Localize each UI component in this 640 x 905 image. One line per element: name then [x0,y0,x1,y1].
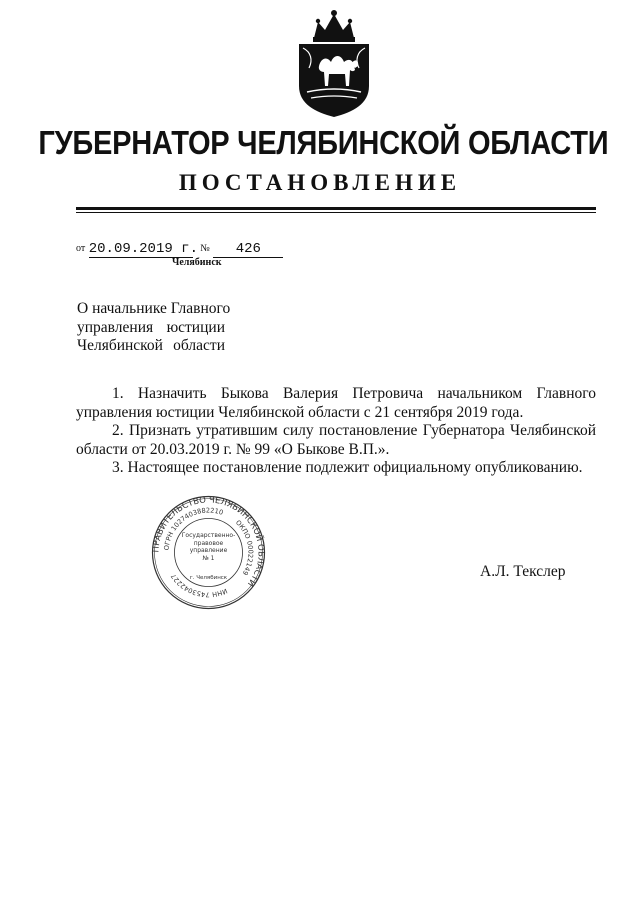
document-subject [77,300,231,356]
header-divider-thin [76,212,596,213]
seal-inner-text: Государственно-правовое управление [181,532,236,554]
seal-okpo: ОКПО 00022149 [233,518,255,577]
signatory-name: А.Л. Текслер [480,563,566,580]
subject-line: Челябинской области [77,337,225,354]
issue-city: Челябинск [172,257,222,268]
subject-line: О начальнике Главного [77,300,231,317]
document-date: 20.09.2019 г. [88,241,198,257]
body-paragraph: 2. Признать утратившим силу постановление Губернатора Челябинской области от 20.03.2019 г. № 99 «О Быкове В.П.». [76,422,596,458]
seal-inner-number: № 1 [202,554,215,562]
seal-inn: ИНН 7453042227 [169,572,229,599]
issuer-title: ГУБЕРНАТОР ЧЕЛЯБИНСКОЙ ОБЛАСТИ [38,124,609,161]
official-seal [151,495,266,610]
registration-line [76,241,283,258]
body-paragraph: 3. Настоящее постановление подлежит официальному опубликованию. [112,459,583,476]
document-type: ПОСТАНОВЛЕНИЕ [178,170,462,195]
document-number: 426 [213,242,283,258]
seal-ogrn: ОГРН 1027403882210 [162,506,225,551]
seal-city: г. Челябинск [189,575,228,581]
number-prefix: № [200,243,210,254]
seal-outer-text: ПРАВИТЕЛЬСТВО ЧЕЛЯБИНСКОЙ ОБЛАСТИ [151,495,266,589]
subject-line: управления юстиции [77,318,225,336]
header-divider-thick [76,207,596,210]
date-prefix: от [76,243,86,254]
body-paragraph: 1. Назначить Быкова Валерия Петровича начальником Главного управления юстиции Челябинской области с 21 сентября 2019 года. [76,385,596,421]
chelyabinsk-coat-of-arms-icon [289,8,379,120]
document-body [76,385,596,478]
